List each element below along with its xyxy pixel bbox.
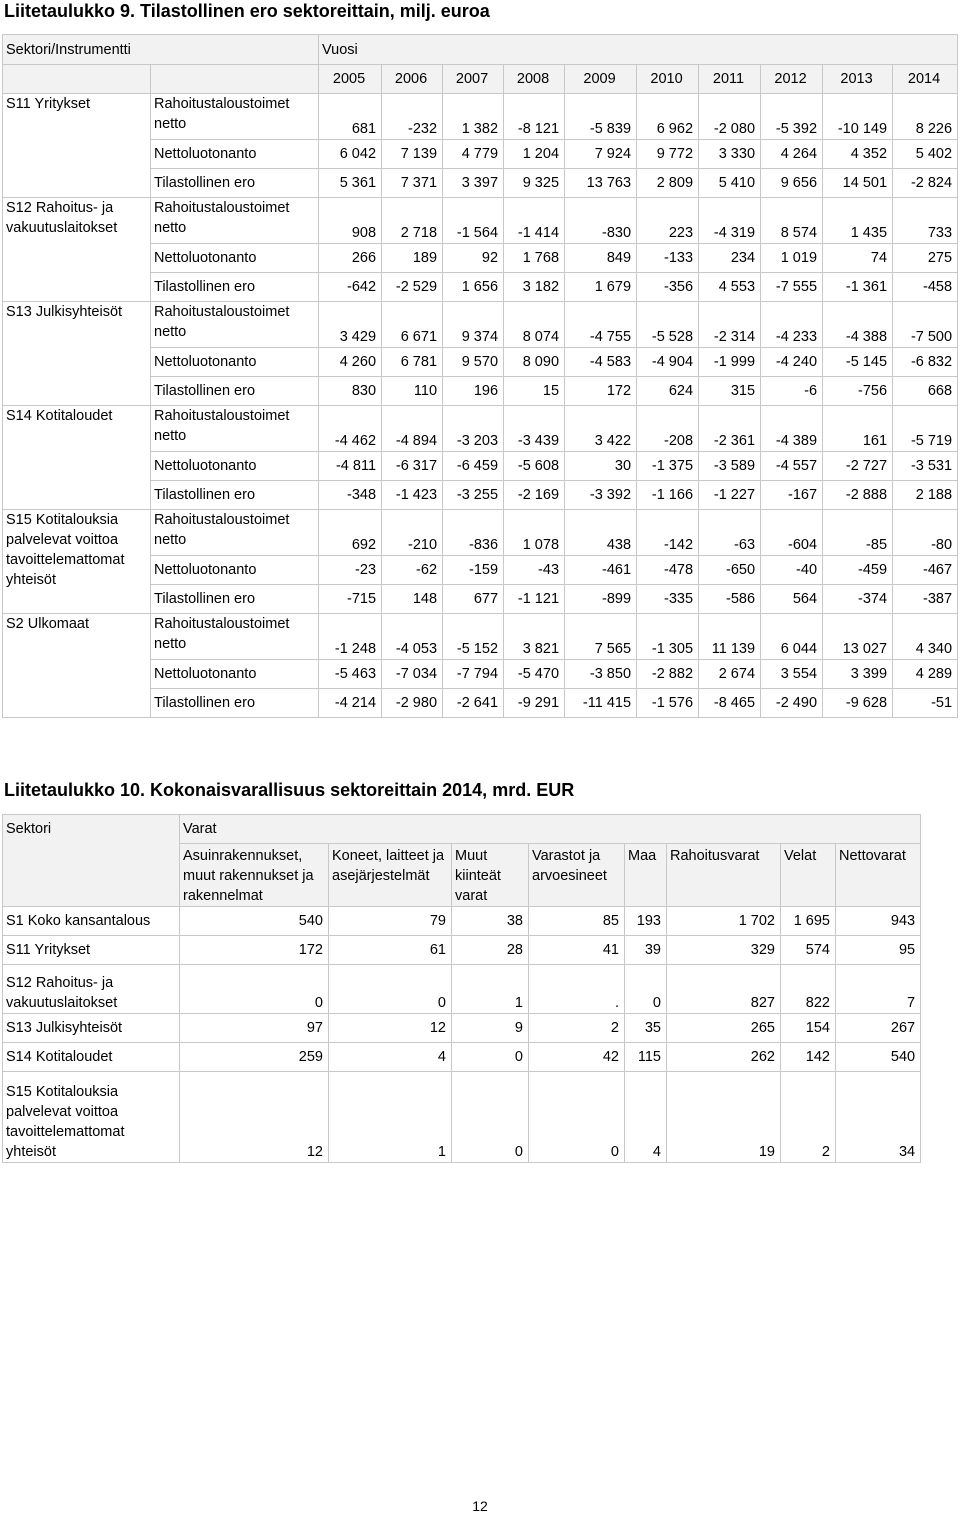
sector-instrument-header: Sektori/Instrumentti [3, 35, 319, 65]
value-cell: 4 289 [893, 660, 958, 689]
table10-title: Liitetaulukko 10. Kokonaisvarallisuus sektoreittain 2014, mrd. EUR [4, 780, 575, 800]
instrument-label: Rahoitustaloustoimet netto [151, 614, 319, 660]
value-cell: -7 794 [443, 660, 504, 689]
value-cell: -348 [319, 481, 382, 510]
value-cell: -7 500 [893, 302, 958, 348]
value-cell: 172 [565, 377, 637, 406]
value-cell: 1 204 [504, 140, 565, 169]
instrument-label: Rahoitustaloustoimet netto [151, 198, 319, 244]
year-2014: 2014 [893, 65, 958, 94]
total-wealth-table [2, 814, 921, 1163]
value-cell: 564 [761, 585, 823, 614]
value-cell: 115 [625, 1043, 667, 1072]
value-cell: -6 317 [382, 452, 443, 481]
year-2008: 2008 [504, 65, 565, 94]
value-cell: 6 962 [637, 94, 699, 140]
value-cell: 4 340 [893, 614, 958, 660]
instrument-label: Nettoluotonanto [151, 140, 319, 169]
value-cell: -1 414 [504, 198, 565, 244]
value-cell: 6 671 [382, 302, 443, 348]
value-cell: 234 [699, 244, 761, 273]
value-cell: -5 392 [761, 94, 823, 140]
value-cell: -6 [761, 377, 823, 406]
value-cell: 0 [180, 965, 329, 1014]
column-header: Velat [781, 844, 836, 907]
table-row [3, 1014, 921, 1043]
value-cell: 39 [625, 936, 667, 965]
table-row [3, 936, 921, 965]
value-cell: 830 [319, 377, 382, 406]
sector-name: S12 Rahoitus- ja vakuutuslaitokset [3, 198, 151, 302]
sector-name: S15 Kotitalouksia palvelevat voittoa tavoittelemattomat yhteisöt [3, 510, 151, 614]
value-cell: -232 [382, 94, 443, 140]
value-cell: 79 [329, 907, 452, 936]
value-cell: -604 [761, 510, 823, 556]
value-cell: 8 090 [504, 348, 565, 377]
value-cell: -4 388 [823, 302, 893, 348]
value-cell: 19 [667, 1072, 781, 1163]
value-cell: 4 779 [443, 140, 504, 169]
value-cell: -4 755 [565, 302, 637, 348]
value-cell: 1 679 [565, 273, 637, 302]
value-cell: 2 [781, 1072, 836, 1163]
value-cell: 38 [452, 907, 529, 936]
value-cell: -3 203 [443, 406, 504, 452]
value-cell: 1 435 [823, 198, 893, 244]
value-cell: 7 139 [382, 140, 443, 169]
value-cell: 193 [625, 907, 667, 936]
value-cell: 2 [529, 1014, 625, 1043]
instrument-label: Tilastollinen ero [151, 169, 319, 198]
sector-name: S15 Kotitalouksia palvelevat voittoa tavoittelemattomat yhteisöt [3, 1072, 180, 1163]
sector-header: Sektori [3, 815, 180, 907]
value-cell: 692 [319, 510, 382, 556]
instrument-label: Tilastollinen ero [151, 377, 319, 406]
value-cell: -1 305 [637, 614, 699, 660]
value-cell: -1 423 [382, 481, 443, 510]
value-cell: -1 361 [823, 273, 893, 302]
instrument-label: Nettoluotonanto [151, 348, 319, 377]
value-cell: -5 719 [893, 406, 958, 452]
value-cell: 2 188 [893, 481, 958, 510]
value-cell: 908 [319, 198, 382, 244]
instrument-label: Rahoitustaloustoimet netto [151, 302, 319, 348]
value-cell: 315 [699, 377, 761, 406]
value-cell: -2 080 [699, 94, 761, 140]
year-2005: 2005 [319, 65, 382, 94]
value-cell: 142 [781, 1043, 836, 1072]
value-cell: -1 576 [637, 689, 699, 718]
value-cell: 5 361 [319, 169, 382, 198]
value-cell: -461 [565, 556, 637, 585]
value-cell: 3 182 [504, 273, 565, 302]
value-cell: 4 260 [319, 348, 382, 377]
value-cell: -210 [382, 510, 443, 556]
sector-name: S14 Kotitaloudet [3, 1043, 180, 1072]
value-cell: 9 325 [504, 169, 565, 198]
value-cell: 97 [180, 1014, 329, 1043]
value-cell: 28 [452, 936, 529, 965]
value-cell: 438 [565, 510, 637, 556]
value-cell: 189 [382, 244, 443, 273]
value-cell: -51 [893, 689, 958, 718]
value-cell: -4 214 [319, 689, 382, 718]
value-cell: -1 248 [319, 614, 382, 660]
value-cell: -3 255 [443, 481, 504, 510]
value-cell: -387 [893, 585, 958, 614]
value-cell: -1 375 [637, 452, 699, 481]
value-cell: -2 882 [637, 660, 699, 689]
value-cell: -11 415 [565, 689, 637, 718]
value-cell: -642 [319, 273, 382, 302]
column-header: Maa [625, 844, 667, 907]
year-2009: 2009 [565, 65, 637, 94]
value-cell: -335 [637, 585, 699, 614]
value-cell: -458 [893, 273, 958, 302]
value-cell: 42 [529, 1043, 625, 1072]
value-cell: 0 [452, 1043, 529, 1072]
sector-name: S1 Koko kansantalous [3, 907, 180, 936]
value-cell: 1 [329, 1072, 452, 1163]
value-cell: 9 772 [637, 140, 699, 169]
value-cell: 6 781 [382, 348, 443, 377]
value-cell: 624 [637, 377, 699, 406]
value-cell: -2 529 [382, 273, 443, 302]
value-cell: 92 [443, 244, 504, 273]
value-cell: 85 [529, 907, 625, 936]
value-cell: -3 589 [699, 452, 761, 481]
value-cell: 41 [529, 936, 625, 965]
year-2011: 2011 [699, 65, 761, 94]
value-cell: -3 392 [565, 481, 637, 510]
value-cell: -5 608 [504, 452, 565, 481]
value-cell: 3 397 [443, 169, 504, 198]
instrument-label: Tilastollinen ero [151, 481, 319, 510]
value-cell: 8 074 [504, 302, 565, 348]
column-header: Asuinrakennukset, muut rakennukset ja rakennelmat [180, 844, 329, 907]
value-cell: -2 314 [699, 302, 761, 348]
value-cell: -2 490 [761, 689, 823, 718]
value-cell: 13 763 [565, 169, 637, 198]
value-cell: 1 078 [504, 510, 565, 556]
value-cell: -62 [382, 556, 443, 585]
value-cell: 827 [667, 965, 781, 1014]
value-cell: -650 [699, 556, 761, 585]
value-cell: 5 410 [699, 169, 761, 198]
table-row [3, 907, 921, 936]
instrument-label: Nettoluotonanto [151, 556, 319, 585]
value-cell: 9 [452, 1014, 529, 1043]
value-cell: 266 [319, 244, 382, 273]
value-cell: -9 291 [504, 689, 565, 718]
sector-name: S11 Yritykset [3, 936, 180, 965]
value-cell: -23 [319, 556, 382, 585]
value-cell: -159 [443, 556, 504, 585]
value-cell: 2 718 [382, 198, 443, 244]
value-cell: -756 [823, 377, 893, 406]
value-cell: 4 553 [699, 273, 761, 302]
value-cell: 4 [329, 1043, 452, 1072]
value-cell: -3 439 [504, 406, 565, 452]
value-cell: 3 429 [319, 302, 382, 348]
header-spacer [3, 65, 151, 94]
table-row [3, 406, 958, 452]
year-2012: 2012 [761, 65, 823, 94]
value-cell: -4 389 [761, 406, 823, 452]
table-row [3, 510, 958, 556]
value-cell: -2 727 [823, 452, 893, 481]
value-cell: -356 [637, 273, 699, 302]
year-2007: 2007 [443, 65, 504, 94]
column-header: Muut kiinteät varat [452, 844, 529, 907]
value-cell: -4 462 [319, 406, 382, 452]
value-cell: 733 [893, 198, 958, 244]
table-row [3, 302, 958, 348]
value-cell: 1 768 [504, 244, 565, 273]
value-cell: 13 027 [823, 614, 893, 660]
value-cell: 3 422 [565, 406, 637, 452]
value-cell: 265 [667, 1014, 781, 1043]
statistical-discrepancy-table [2, 34, 958, 718]
value-cell: -2 888 [823, 481, 893, 510]
value-cell: 12 [329, 1014, 452, 1043]
value-cell: 4 [625, 1072, 667, 1163]
value-cell: -4 233 [761, 302, 823, 348]
instrument-label: Nettoluotonanto [151, 452, 319, 481]
value-cell: 3 554 [761, 660, 823, 689]
value-cell: 0 [329, 965, 452, 1014]
value-cell: 259 [180, 1043, 329, 1072]
value-cell: 1 695 [781, 907, 836, 936]
sector-name: S14 Kotitaloudet [3, 406, 151, 510]
instrument-label: Rahoitustaloustoimet netto [151, 94, 319, 140]
value-cell: -374 [823, 585, 893, 614]
value-cell: 7 371 [382, 169, 443, 198]
value-cell: -9 628 [823, 689, 893, 718]
value-cell: 1 019 [761, 244, 823, 273]
year-2010: 2010 [637, 65, 699, 94]
value-cell: 6 044 [761, 614, 823, 660]
value-cell: 8 226 [893, 94, 958, 140]
instrument-label: Tilastollinen ero [151, 689, 319, 718]
value-cell: -586 [699, 585, 761, 614]
header-spacer [151, 65, 319, 94]
sector-name: S13 Julkisyhteisöt [3, 302, 151, 406]
value-cell: 172 [180, 936, 329, 965]
value-cell: -5 528 [637, 302, 699, 348]
value-cell: 681 [319, 94, 382, 140]
value-cell: -208 [637, 406, 699, 452]
table9-title: Liitetaulukko 9. Tilastollinen ero sektoreittain, milj. euroa [4, 1, 490, 21]
value-cell: -4 240 [761, 348, 823, 377]
value-cell: 2 809 [637, 169, 699, 198]
value-cell: 15 [504, 377, 565, 406]
value-cell: -1 121 [504, 585, 565, 614]
value-cell: -6 832 [893, 348, 958, 377]
sector-name: S11 Yritykset [3, 94, 151, 198]
value-cell: -5 145 [823, 348, 893, 377]
value-cell: -2 169 [504, 481, 565, 510]
year-2013: 2013 [823, 65, 893, 94]
value-cell: 95 [836, 936, 921, 965]
value-cell: -85 [823, 510, 893, 556]
value-cell: 275 [893, 244, 958, 273]
value-cell: -3 531 [893, 452, 958, 481]
value-cell: -63 [699, 510, 761, 556]
value-cell: 5 402 [893, 140, 958, 169]
value-cell: 943 [836, 907, 921, 936]
value-cell: -467 [893, 556, 958, 585]
value-cell: 154 [781, 1014, 836, 1043]
year-header: Vuosi [319, 35, 958, 65]
instrument-label: Nettoluotonanto [151, 660, 319, 689]
value-cell: 1 382 [443, 94, 504, 140]
value-cell: -5 839 [565, 94, 637, 140]
value-cell: 267 [836, 1014, 921, 1043]
value-cell: -40 [761, 556, 823, 585]
value-cell: 196 [443, 377, 504, 406]
value-cell: 1 [452, 965, 529, 1014]
column-header: Nettovarat [836, 844, 921, 907]
value-cell: 3 399 [823, 660, 893, 689]
value-cell: 4 264 [761, 140, 823, 169]
value-cell: 677 [443, 585, 504, 614]
value-cell: -8 465 [699, 689, 761, 718]
sector-name: S13 Julkisyhteisöt [3, 1014, 180, 1043]
value-cell: -4 894 [382, 406, 443, 452]
value-cell: -2 980 [382, 689, 443, 718]
value-cell: 34 [836, 1072, 921, 1163]
column-header: Koneet, laitteet ja asejärjestelmät [329, 844, 452, 907]
value-cell: -133 [637, 244, 699, 273]
value-cell: -3 850 [565, 660, 637, 689]
value-cell: -2 361 [699, 406, 761, 452]
value-cell: -2 641 [443, 689, 504, 718]
value-cell: 0 [625, 965, 667, 1014]
value-cell: -43 [504, 556, 565, 585]
value-cell: -167 [761, 481, 823, 510]
value-cell: -4 904 [637, 348, 699, 377]
value-cell: 110 [382, 377, 443, 406]
value-cell: 6 042 [319, 140, 382, 169]
value-cell: 822 [781, 965, 836, 1014]
table-row [3, 94, 958, 140]
value-cell: 3 330 [699, 140, 761, 169]
value-cell: -4 053 [382, 614, 443, 660]
value-cell: -899 [565, 585, 637, 614]
value-cell: 0 [452, 1072, 529, 1163]
sector-name: S2 Ulkomaat [3, 614, 151, 718]
instrument-label: Rahoitustaloustoimet netto [151, 406, 319, 452]
column-header: Rahoitusvarat [667, 844, 781, 907]
value-cell: 14 501 [823, 169, 893, 198]
value-cell: 329 [667, 936, 781, 965]
page-number: 12 [472, 1498, 488, 1514]
value-cell: -1 227 [699, 481, 761, 510]
value-cell: 12 [180, 1072, 329, 1163]
value-cell: 3 821 [504, 614, 565, 660]
value-cell: -5 152 [443, 614, 504, 660]
value-cell: -80 [893, 510, 958, 556]
value-cell: -1 564 [443, 198, 504, 244]
value-cell: 9 374 [443, 302, 504, 348]
value-cell: 0 [529, 1072, 625, 1163]
value-cell: 9 656 [761, 169, 823, 198]
value-cell: -4 811 [319, 452, 382, 481]
value-cell: -836 [443, 510, 504, 556]
value-cell: 849 [565, 244, 637, 273]
instrument-label: Nettoluotonanto [151, 244, 319, 273]
value-cell: -478 [637, 556, 699, 585]
sector-name: S12 Rahoitus- ja vakuutuslaitokset [3, 965, 180, 1014]
value-cell: -7 555 [761, 273, 823, 302]
value-cell: -4 319 [699, 198, 761, 244]
value-cell: 35 [625, 1014, 667, 1043]
value-cell: -5 463 [319, 660, 382, 689]
instrument-label: Tilastollinen ero [151, 585, 319, 614]
value-cell: 1 656 [443, 273, 504, 302]
value-cell: -2 824 [893, 169, 958, 198]
value-cell: 148 [382, 585, 443, 614]
value-cell: 668 [893, 377, 958, 406]
value-cell: 74 [823, 244, 893, 273]
value-cell: 7 [836, 965, 921, 1014]
table-row [3, 1072, 921, 1163]
year-2006: 2006 [382, 65, 443, 94]
assets-group-header: Varat [180, 815, 921, 844]
value-cell: -4 583 [565, 348, 637, 377]
value-cell: 2 674 [699, 660, 761, 689]
column-header: Varastot ja arvoesineet [529, 844, 625, 907]
value-cell: 574 [781, 936, 836, 965]
table-row [3, 614, 958, 660]
value-cell: 7 565 [565, 614, 637, 660]
table-row [3, 965, 921, 1014]
value-cell: 30 [565, 452, 637, 481]
instrument-label: Rahoitustaloustoimet netto [151, 510, 319, 556]
instrument-label: Tilastollinen ero [151, 273, 319, 302]
value-cell: 540 [180, 907, 329, 936]
value-cell: 1 702 [667, 907, 781, 936]
value-cell: -830 [565, 198, 637, 244]
value-cell: -1 999 [699, 348, 761, 377]
value-cell: 540 [836, 1043, 921, 1072]
value-cell: -4 557 [761, 452, 823, 481]
value-cell: 262 [667, 1043, 781, 1072]
value-cell: 8 574 [761, 198, 823, 244]
value-cell: 7 924 [565, 140, 637, 169]
value-cell: -1 166 [637, 481, 699, 510]
value-cell: 11 139 [699, 614, 761, 660]
value-cell: 223 [637, 198, 699, 244]
table-row [3, 198, 958, 244]
value-cell: . [529, 965, 625, 1014]
value-cell: -715 [319, 585, 382, 614]
value-cell: 61 [329, 936, 452, 965]
table-row [3, 1043, 921, 1072]
value-cell: 161 [823, 406, 893, 452]
value-cell: -10 149 [823, 94, 893, 140]
value-cell: -459 [823, 556, 893, 585]
value-cell: -6 459 [443, 452, 504, 481]
value-cell: -142 [637, 510, 699, 556]
value-cell: 4 352 [823, 140, 893, 169]
value-cell: -8 121 [504, 94, 565, 140]
value-cell: 9 570 [443, 348, 504, 377]
value-cell: -5 470 [504, 660, 565, 689]
value-cell: -7 034 [382, 660, 443, 689]
